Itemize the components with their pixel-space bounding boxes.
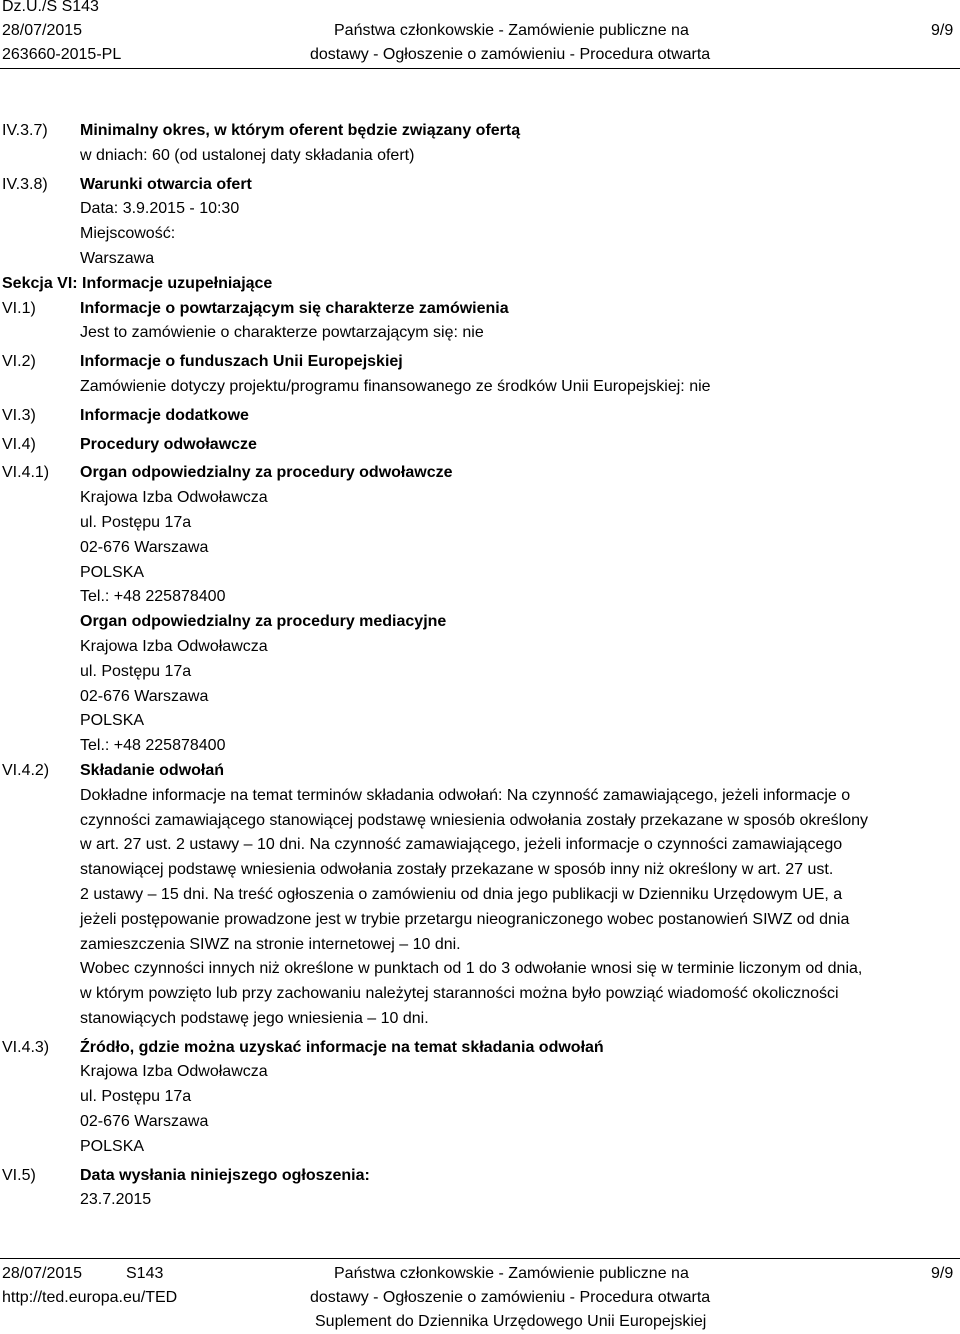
source-country: POLSKA: [80, 1137, 145, 1155]
header-title-line1: Państwa członkowskie - Zamówienie publiczne na: [334, 22, 689, 39]
section-vi-4: [2, 433, 958, 458]
section-vi-5: [2, 1164, 958, 1214]
footer-url[interactable]: http://ted.europa.eu/TED: [2, 1289, 178, 1306]
section-title: Organ odpowiedzialny za procedury odwoławcze: [80, 464, 453, 482]
footer-title-line2: dostawy - Ogłoszenie o zamówieniu - Procedura otwarta: [310, 1289, 711, 1306]
document-content: [2, 119, 958, 1213]
footer-page-number: 9/9: [931, 1265, 954, 1282]
dispatch-date: 23.7.2015: [80, 1191, 152, 1209]
mediation-city: 02-676 Warszawa: [80, 687, 209, 705]
section-number: VI.5): [2, 1166, 36, 1184]
section-title: Składanie odwołań: [80, 761, 225, 779]
section-number: VI.4.3): [2, 1038, 50, 1056]
source-street: ul. Postępu 17a: [80, 1088, 192, 1106]
section-vi-4-3: [2, 1036, 958, 1160]
section-number: VI.4.1): [2, 464, 50, 482]
section-number: IV.3.7): [2, 122, 48, 139]
section-number: VI.3): [2, 406, 36, 424]
mediation-name: Krajowa Izba Odwoławcza: [80, 637, 268, 655]
section-vi-heading: Sekcja VI: Informacje uzupełniające: [2, 274, 273, 292]
paragraph-line: w art. 27 ust. 2 ustawy – 10 dni. Na czynność zamawiającego, jeżeli informacje o czynności zamawiającego: [80, 836, 843, 854]
header-notice-id: 263660-2015-PL: [2, 46, 122, 63]
section-number: VI.1): [2, 299, 36, 317]
paragraph-line: zamieszczenia SIWZ na stronie internetowej – 10 dni.: [80, 935, 461, 953]
section-iv-3-7: [2, 119, 958, 169]
opening-date: Data: 3.9.2015 - 10:30: [80, 200, 240, 218]
header-journal: Dz.U./S S143: [2, 0, 99, 15]
footer-supplement: Suplement do Dziennika Urzędowego Unii Europejskiej: [315, 1313, 707, 1330]
footer-issue: S143: [126, 1265, 164, 1282]
section-title: Minimalny okres, w którym oferent będzie związany ofertą: [80, 122, 521, 139]
header-date: 28/07/2015: [2, 22, 83, 39]
footer-divider: [0, 1258, 960, 1259]
section-number: VI.2): [2, 353, 36, 371]
authority-country: POLSKA: [80, 563, 145, 581]
paragraph-line: stanowiącej podstawę wniesienia odwołania zostały przekazane w sposób inny niż określony w art. 27 ust.: [80, 861, 834, 879]
section-vi-1: [2, 297, 958, 347]
section-title: Informacje dodatkowe: [80, 406, 249, 424]
place-label: Miejscowość:: [80, 225, 176, 243]
source-city: 02-676 Warszawa: [80, 1113, 209, 1131]
section-number: IV.3.8): [2, 175, 48, 193]
section-title: Warunki otwarcia ofert: [80, 175, 252, 193]
header-page-number: 9/9: [931, 22, 954, 39]
authority-city: 02-676 Warszawa: [80, 538, 209, 556]
paragraph-line: w którym powzięto lub przy zachowaniu należytej staranności można było powziąć wiadomość okoliczności: [80, 985, 839, 1003]
footer-title-line1: Państwa członkowskie - Zamówienie publiczne na: [334, 1265, 689, 1282]
paragraph-line: jeżeli postępowanie prowadzone jest w trybie przetargu nieograniczonego wobec postanowień SIWZ od dnia: [80, 910, 850, 928]
section-title: Procedury odwoławcze: [80, 435, 257, 453]
section-title: Informacje o powtarzającym się charakterze zamówienia: [80, 299, 509, 317]
paragraph-line: czynności zamawiającego stanowiącej podstawę wniesienia odwołania zostały przekazane w sposób określony: [80, 811, 868, 829]
mediation-phone: Tel.: +48 225878400: [80, 737, 226, 755]
section-title: Data wysłania niniejszego ogłoszenia:: [80, 1166, 370, 1184]
paragraph-line: Wobec czynności innych niż określone w punktach od 1 do 3 odwołanie wnosi się w terminie liczonym od dnia,: [80, 960, 863, 978]
mediation-street: ul. Postępu 17a: [80, 662, 192, 680]
section-iv-3-8: [2, 173, 958, 272]
authority-street: ul. Postępu 17a: [80, 513, 192, 531]
section-vi-3: [2, 404, 958, 429]
paragraph-line: 2 ustawy – 15 dni. Na treść ogłoszenia o zamówieniu od dnia jego publikacji w Dzienniku Urzędowym UE, a: [80, 885, 843, 903]
section-title: Źródło, gdzie można uzyskać informacje na temat składania odwołań: [80, 1038, 604, 1056]
mediation-country: POLSKA: [80, 712, 145, 730]
section-vi-2: [2, 350, 958, 400]
section-text: w dniach: 60 (od ustalonej daty składania ofert): [80, 146, 415, 164]
section-text: Zamówienie dotyczy projektu/programu finansowanego ze środków Unii Europejskiej: nie: [80, 377, 711, 395]
section-vi-4-1: [2, 461, 958, 759]
place-value: Warszawa: [80, 249, 155, 267]
header-divider: [0, 68, 960, 69]
authority-name: Krajowa Izba Odwoławcza: [80, 489, 268, 507]
section-vi-4-2: [2, 759, 958, 1032]
section-text: Jest to zamówienie o charakterze powtarzającym się: nie: [80, 324, 484, 342]
source-name: Krajowa Izba Odwoławcza: [80, 1063, 268, 1081]
footer-date: 28/07/2015: [2, 1265, 83, 1282]
paragraph-line: Dokładne informacje na temat terminów składania odwołań: Na czynność zamawiającego, jeżeli informacje o: [80, 786, 851, 804]
authority-phone: Tel.: +48 225878400: [80, 588, 226, 606]
section-number: VI.4): [2, 435, 36, 453]
section-number: VI.4.2): [2, 761, 50, 779]
paragraph-line: stanowiących podstawę jego wniesienia – 10 dni.: [80, 1009, 429, 1027]
section-title: Informacje o funduszach Unii Europejskiej: [80, 353, 403, 371]
mediation-title: Organ odpowiedzialny za procedury mediacyjne: [80, 613, 447, 631]
header-title-line2: dostawy - Ogłoszenie o zamówieniu - Procedura otwarta: [310, 46, 711, 63]
